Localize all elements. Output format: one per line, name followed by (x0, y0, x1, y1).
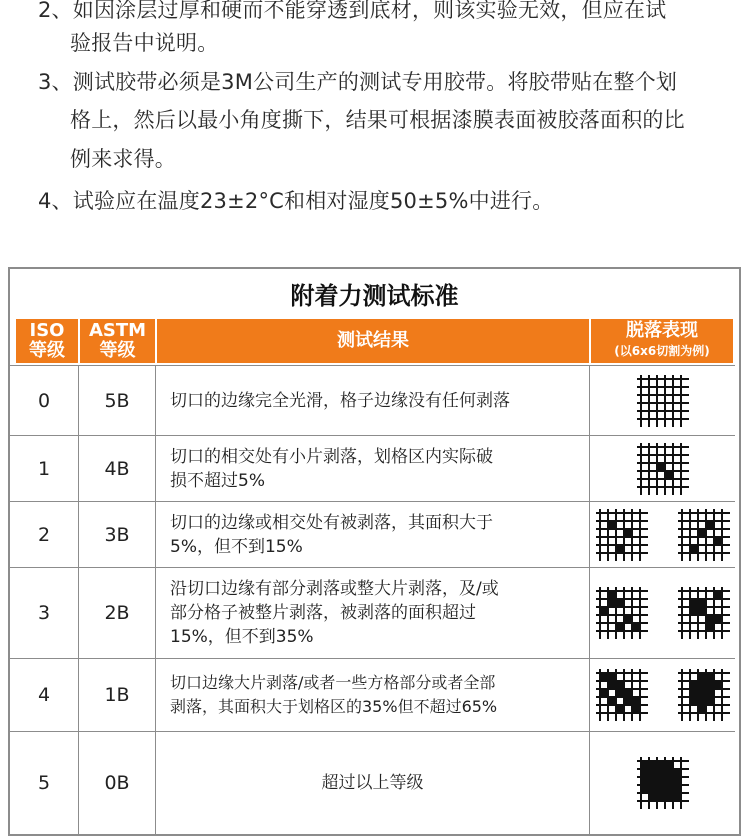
flaked-square (665, 785, 673, 793)
flaked-square (665, 769, 673, 777)
flaked-square (714, 591, 722, 599)
flaked-square (690, 599, 698, 607)
flaked-square (706, 681, 714, 689)
flaked-square (600, 673, 608, 681)
flaked-square (632, 623, 640, 631)
flaked-square (714, 537, 722, 545)
flaked-square (641, 777, 649, 785)
grid-pattern-0-icon (637, 375, 689, 427)
row-1-desc-line2: 损不超过5% (170, 470, 265, 491)
flaked-square (616, 545, 624, 553)
flaked-square (632, 697, 640, 705)
flaked-square (608, 681, 616, 689)
flaked-square (698, 689, 706, 697)
header-appearance (591, 319, 733, 363)
row-3-desc (156, 568, 589, 658)
flaked-square (600, 607, 608, 615)
flaked-square (657, 769, 665, 777)
header-iso-line2: 等级 (29, 340, 65, 361)
flaked-square (665, 471, 673, 479)
row-5-appearance (590, 732, 735, 834)
flaked-square (641, 761, 649, 769)
flaked-square (665, 761, 673, 769)
row-0-astm: 5B (104, 389, 130, 412)
table-title: 附着力测试标准 (290, 281, 459, 310)
header-iso (16, 319, 78, 363)
grid-pattern-2b-icon (678, 509, 730, 561)
row-0-appearance (590, 366, 735, 435)
row-2-astm: 3B (104, 523, 130, 546)
flaked-square (706, 615, 714, 623)
grid-pattern-5-icon (637, 757, 689, 809)
flaked-square (649, 785, 657, 793)
row-4-desc (156, 659, 589, 731)
flaked-square (608, 591, 616, 599)
row-2-desc-line2: 5%，但不到15% (170, 536, 303, 557)
flaked-square (698, 599, 706, 607)
row-5-desc (156, 732, 589, 834)
row-5-astm: 0B (104, 772, 130, 794)
flaked-square (632, 705, 640, 713)
adhesion-standard-table (8, 267, 741, 836)
row-2-appearance (590, 502, 735, 567)
row-3-appearance (590, 568, 735, 658)
flaked-square (616, 681, 624, 689)
flaked-square (649, 777, 657, 785)
flaked-square (624, 529, 632, 537)
flaked-square (608, 521, 616, 529)
flaked-square (649, 793, 657, 801)
flaked-square (673, 769, 681, 777)
grid-pattern-3b-icon (678, 587, 730, 639)
flaked-square (698, 673, 706, 681)
flaked-square (673, 777, 681, 785)
flaked-square (690, 697, 698, 705)
row-3-desc-line2: 部分格子被整片剥落，被剥落的面积超过 (170, 603, 476, 623)
flaked-square (698, 529, 706, 537)
row-4-iso: 4 (37, 684, 51, 706)
row-4-appearance (590, 659, 735, 731)
note-line-1: 2、如因涂层过厚和硬而不能穿透到底材，则该实验无效，但应在试 (38, 0, 667, 22)
row-1-desc (156, 436, 589, 501)
row-0-desc (156, 366, 589, 435)
row-0-desc-line1: 切口的边缘完全光滑，格子边缘没有任何剥落 (170, 390, 510, 411)
flaked-square (706, 673, 714, 681)
row-4-desc-line2: 剥落，其面积大于划格区的35%但不超过65% (170, 697, 498, 716)
flaked-square (690, 607, 698, 615)
flaked-square (608, 673, 616, 681)
note-line-3: 3、测试胶带必须是3M公司生产的测试专用胶带。将胶带贴在整个划 (38, 70, 678, 94)
note-line-5: 例来求得。 (70, 147, 176, 171)
note-line-4: 格上，然后以最小角度撕下，结果可根据漆膜表面被胶落面积的比 (70, 108, 685, 132)
flaked-square (616, 689, 624, 697)
row-0-iso: 0 (37, 389, 51, 412)
flaked-square (706, 689, 714, 697)
flaked-square (624, 697, 632, 705)
grid-pattern-2a-icon (596, 509, 648, 561)
flaked-square (616, 599, 624, 607)
flaked-square (649, 769, 657, 777)
flaked-square (698, 705, 706, 713)
header-astm-line1: ASTM (88, 320, 147, 341)
flaked-square (624, 615, 632, 623)
grid-pattern-4a-icon (596, 669, 648, 721)
header-result (157, 319, 589, 363)
row-3-astm: 2B (104, 602, 130, 624)
header-appearance-line2: (以6x6切割为例) (614, 344, 710, 358)
flaked-square (673, 785, 681, 793)
flaked-square (706, 521, 714, 529)
flaked-square (600, 689, 608, 697)
flaked-square (714, 615, 722, 623)
row-3-desc-line1: 沿切口边缘有部分剥落或整大片剥落，及/或 (170, 579, 499, 599)
flaked-square (690, 681, 698, 689)
row-3-desc-line3: 15%，但不到35% (170, 627, 314, 647)
row-2-desc-line1: 切口的边缘或相交处有被剥落，其面积大于 (170, 512, 493, 533)
header-iso-line1: ISO (29, 320, 65, 341)
flaked-square (657, 463, 665, 471)
grid-pattern-4b-icon (678, 669, 730, 721)
row-1-appearance (590, 436, 735, 501)
flaked-square (657, 793, 665, 801)
flaked-square (698, 697, 706, 705)
header-appearance-line1: 脱落表现 (626, 320, 698, 341)
row-1-astm: 4B (104, 457, 130, 480)
flaked-square (706, 623, 714, 631)
row-1-desc-line1: 切口的相交处有小片剥落，划格区内实际破 (170, 446, 493, 467)
flaked-square (690, 545, 698, 553)
flaked-square (673, 793, 681, 801)
row-4-desc-line1: 切口边缘大片剥落/或者一些方格部分或者全部 (170, 673, 496, 692)
flaked-square (657, 785, 665, 793)
flaked-square (657, 761, 665, 769)
row-1-iso: 1 (37, 457, 51, 480)
flaked-square (608, 697, 616, 705)
flaked-square (616, 705, 624, 713)
flaked-square (624, 689, 632, 697)
flaked-square (665, 777, 673, 785)
row-4-astm: 1B (104, 684, 130, 706)
flaked-square (641, 785, 649, 793)
flaked-square (714, 681, 722, 689)
header-result-text: 测试结果 (337, 330, 409, 351)
flaked-square (608, 599, 616, 607)
flaked-square (649, 761, 657, 769)
flaked-square (690, 689, 698, 697)
row-3-iso: 3 (37, 602, 51, 624)
grid-pattern-3a-icon (596, 587, 648, 639)
grid-pattern-1-icon (637, 443, 689, 495)
row-5-iso: 5 (37, 772, 51, 794)
flaked-square (616, 623, 624, 631)
flaked-square (698, 607, 706, 615)
row-2-iso: 2 (37, 523, 51, 546)
flaked-square (665, 793, 673, 801)
header-astm-line2: 等级 (99, 340, 136, 361)
flaked-square (641, 769, 649, 777)
header-astm (80, 319, 155, 363)
flaked-square (706, 697, 714, 705)
note-line-6: 4、试验应在温度23±2°C和相对湿度50±5%中进行。 (38, 189, 554, 213)
note-line-2: 验报告中说明。 (70, 31, 219, 55)
flaked-square (698, 681, 706, 689)
row-2-desc (156, 502, 589, 567)
row-5-desc-line1: 超过以上等级 (321, 773, 424, 793)
flaked-square (657, 777, 665, 785)
